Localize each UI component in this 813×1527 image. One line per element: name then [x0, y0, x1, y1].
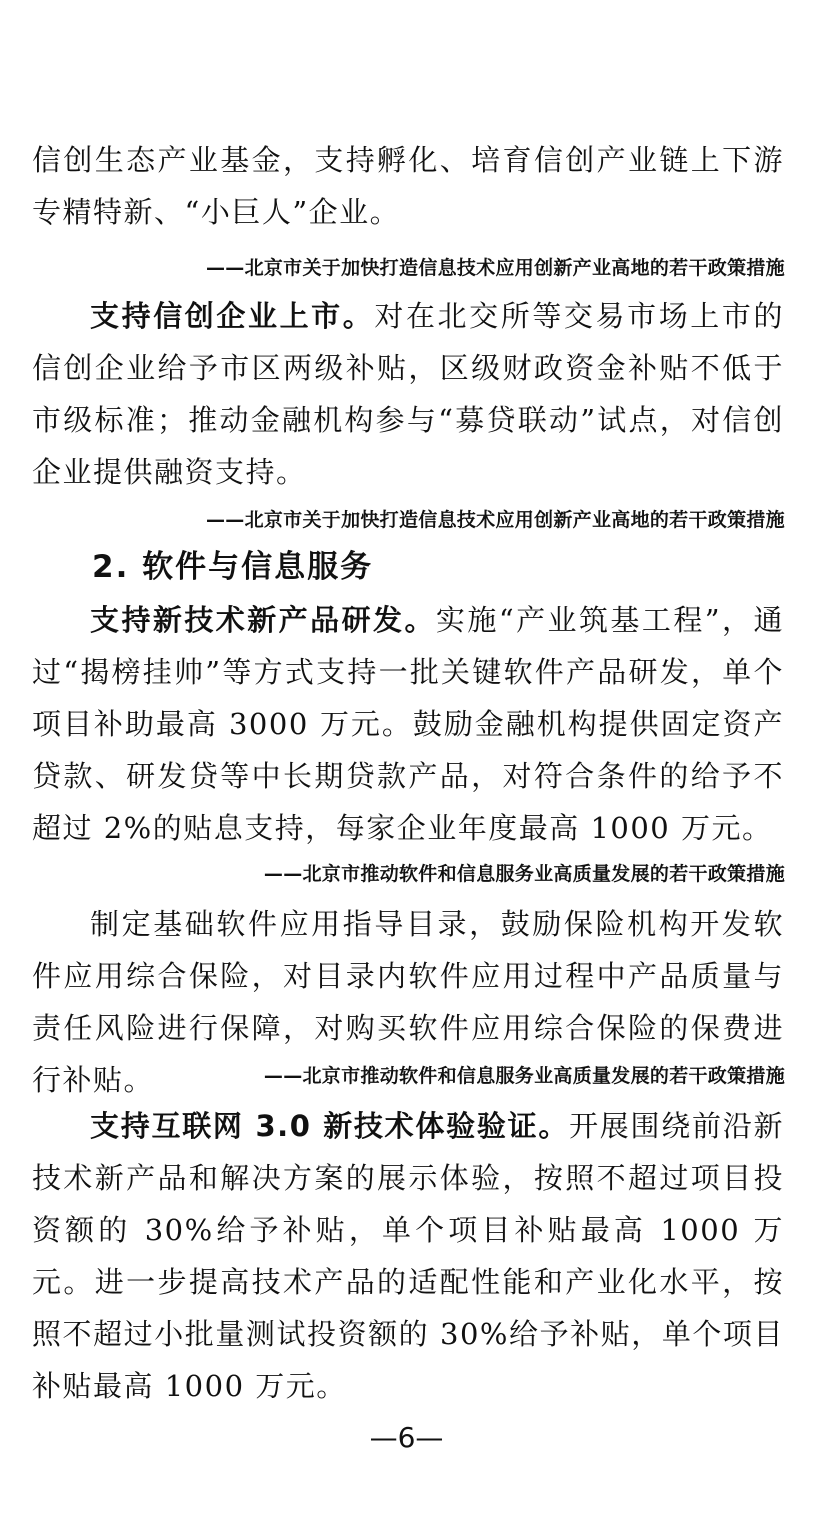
paragraph-lead: 支持信创企业上市。	[90, 299, 375, 333]
policy-source-citation: ——北京市关于加快打造信息技术应用创新产业高地的若干政策措施	[205, 257, 785, 279]
paragraph-text: 实施“产业筑基工程”，通过“揭榜挂帅”等方式支持一批关键软件产品研发，单个项目补助最高 3000 万元。鼓励金融机构提供固定资产贷款、研发贷等中长期贷款产品，对符合条件的给予不超过 2%的贴息支持，每家企业年度最高 1000 万元。	[32, 603, 784, 845]
paragraph-text: 对在北交所等交易市场上市的信创企业给予市区两级补贴，区级财政资金补贴不低于市级标准；推动金融机构参与“募贷联动”试点，对信创企业提供融资支持。	[32, 299, 784, 489]
paragraph-text: 信创生态产业基金，支持孵化、培育信创产业链上下游专精特新、“小巨人”企业。	[32, 143, 784, 229]
policy-source-citation: ——北京市关于加快打造信息技术应用创新产业高地的若干政策措施	[205, 509, 785, 531]
page-number: —6—	[369, 1421, 444, 1454]
paragraph-lead: 支持新技术新产品研发。	[90, 603, 436, 637]
paragraph-lead: 支持互联网 3.0 新技术体验验证。	[90, 1109, 570, 1143]
policy-source-citation: ——北京市推动软件和信息服务业高质量发展的若干政策措施	[263, 863, 785, 885]
section-heading: 2. 软件与信息服务	[92, 549, 374, 585]
paragraph-listing-support	[32, 290, 784, 498]
policy-source-citation: ——北京市推动软件和信息服务业高质量发展的若干政策措施	[263, 1065, 785, 1087]
paragraph-rd-support	[32, 594, 784, 854]
paragraph-web3-support	[32, 1100, 784, 1412]
paragraph-fund	[32, 134, 784, 238]
paragraph-text: 制定基础软件应用指导目录，鼓励保险机构开发软件应用综合保险，对目录内软件应用过程中产品质量与责任风险进行保障，对购买软件应用综合保险的保费进行补贴。	[32, 907, 784, 1097]
paragraph-text: 开展围绕前沿新技术新产品和解决方案的展示体验，按照不超过项目投资额的 30%给予补贴，单个项目补贴最高 1000 万元。进一步提高技术产品的适配性能和产业化水平，按照不超过小批量测试投资额的 30%给予补贴，单个项目补贴最高 1000 万元。	[32, 1109, 784, 1403]
